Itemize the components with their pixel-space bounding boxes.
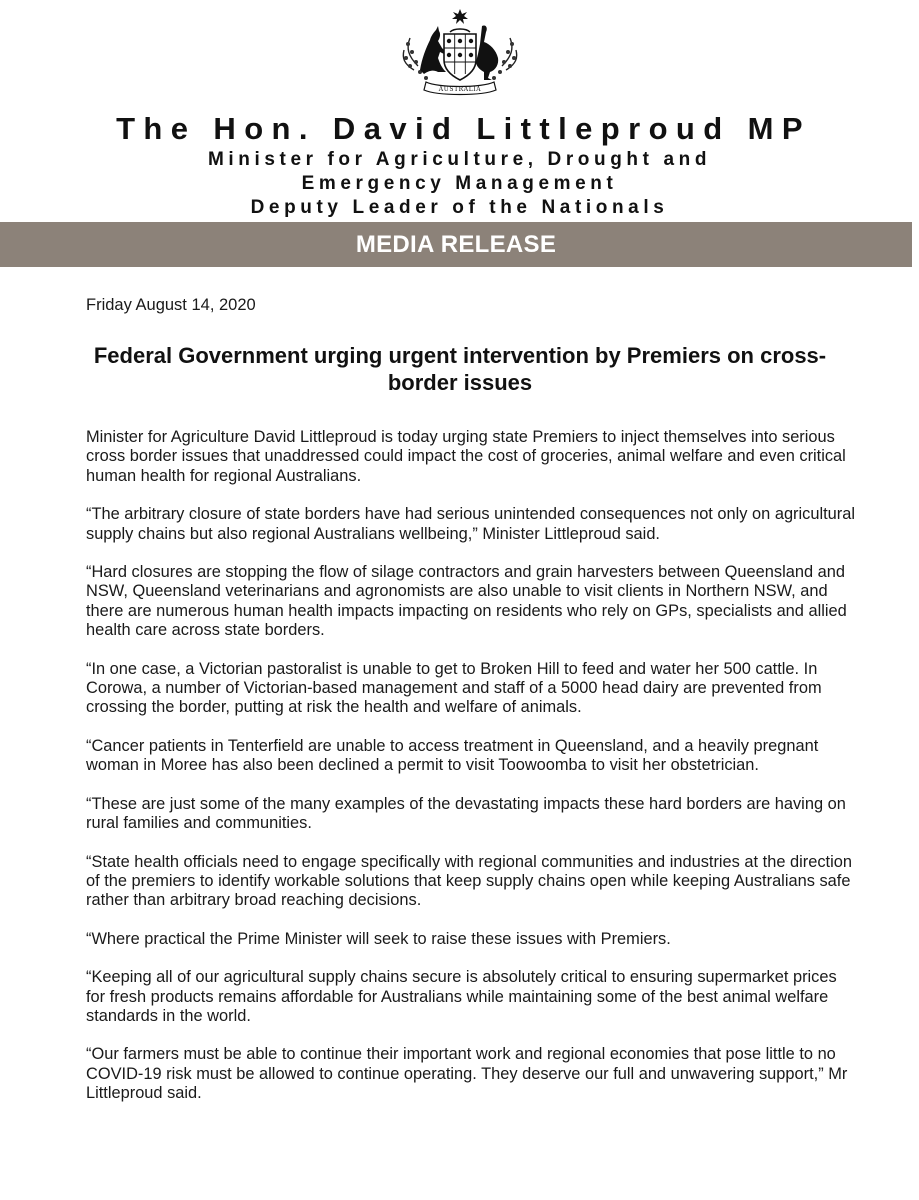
body-paragraph: “In one case, a Victorian pastoralist is unable to get to Broken Hill to feed and water her 500 cattle. In Corowa, a number of Victorian-based management and staff of a 5000 head dairy are prevented from crossing the border, putting at risk the health and welfare of animals.: [86, 659, 822, 717]
portfolio-line-2: Emergency Management: [301, 173, 618, 194]
banner-label: MEDIA RELEASE: [355, 230, 557, 258]
coat-of-arms-icon: [398, 8, 522, 98]
body-paragraph: “State health officials need to engage specifically with regional communities and industries at the direction of the premiers to identify workable solutions that keep supply chains open while keeping Australians safe rather than arbitrary broad reaching decisions.: [86, 852, 852, 910]
release-headline: Federal Government urging urgent intervention by Premiers on cross-border issues: [93, 343, 827, 395]
body-paragraph: “The arbitrary closure of state borders have had serious unintended consequences not only on agricultural supply chains but also regional Australians wellbeing,” Minister Littleproud said.: [86, 505, 855, 543]
release-date: Friday August 14, 2020: [86, 296, 256, 314]
body-paragraph: “Cancer patients in Tenterfield are unable to access treatment in Queensland, and a heavily pregnant woman in Moree has also been declined a permit to visit Toowoomba to visit her obstetrician.: [86, 736, 819, 775]
header: [0, 110, 919, 220]
body-paragraph: “Our farmers must be able to continue their important work and regional economies that pose little to no COVID-19 risk must be allowed to continue operating. They deserve our full and unwavering support,” Mr Littleproud said.: [86, 1045, 848, 1103]
portfolio-line-3: Deputy Leader of the Nationals: [250, 197, 669, 218]
body-paragraph: “These are just some of the many examples of the devastating impacts these hard borders are having on rural families and communities.: [86, 794, 846, 833]
body-paragraph: Minister for Agriculture David Littleproud is today urging state Premiers to inject themselves into serious cross border issues that unaddressed could impact the cost of groceries, animal welfare and even critical human health for regional Australians.: [86, 428, 846, 485]
portfolio-line-1: Minister for Agriculture, Drought and: [207, 149, 712, 170]
body-paragraph: “Hard closures are stopping the flow of silage contractors and grain harvesters between Queensland and NSW, Queensland veterinarians and agronomists are also unable to visit clients in Northern NSW, and there are numerous human health impacts impacting on residents who rely on GPs, specialists and allied health care across state borders.: [86, 563, 847, 640]
media-release-banner: [0, 222, 912, 267]
minister-name: The Hon. David Littleproud MP: [116, 111, 811, 146]
body-paragraph: “Where practical the Prime Minister will seek to raise these issues with Premiers.: [86, 929, 671, 948]
crest-motto: AUSTRALIA: [438, 86, 482, 93]
release-body: [86, 428, 856, 1123]
body-paragraph: “Keeping all of our agricultural supply chains secure is absolutely critical to ensuring supermarket prices for fresh products remains affordable for Australians while maintaining some of the best animal welfare standards in the world.: [86, 968, 837, 1025]
